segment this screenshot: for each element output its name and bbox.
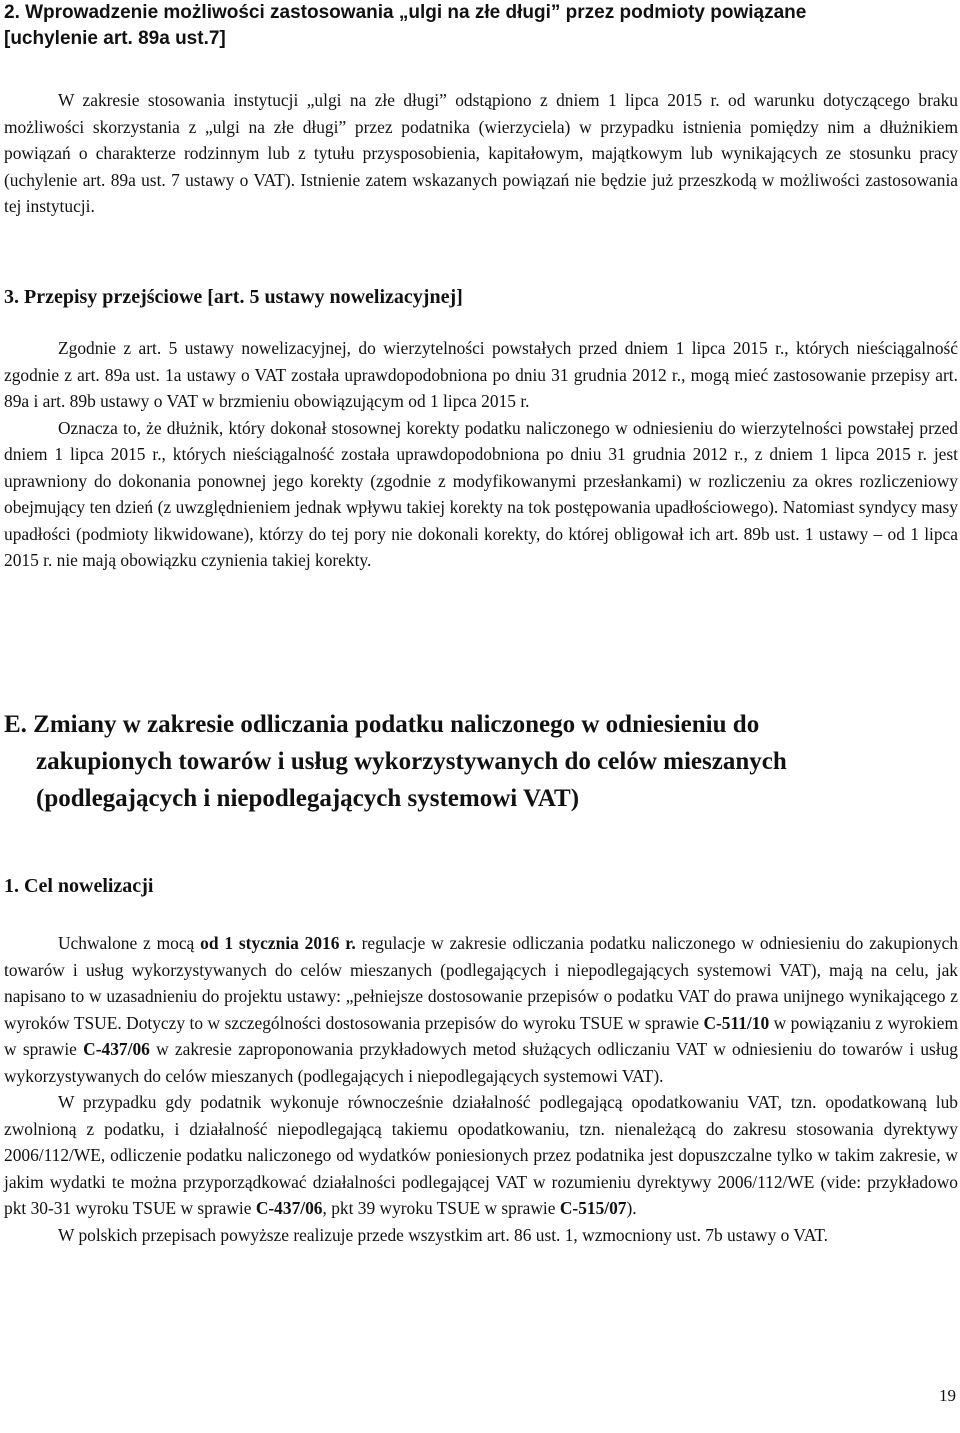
p1-case-c511: C-511/10 <box>703 1012 770 1033</box>
p2-text-2: , pkt 39 wyroku TSUE w sprawie <box>322 1198 560 1218</box>
p2-case-c437: C-437/06 <box>255 1198 323 1218</box>
section-3-heading: 3. Przepisy przejściowe [art. 5 ustawy nowelizacyjnej] <box>4 286 463 308</box>
p1-text-3: w powiązaniu z wyrokiem w sprawie <box>4 1012 958 1059</box>
p2-case-c515: C-515/07 <box>559 1198 627 1218</box>
p1-text-2: regulacje w zakresie odliczania podatku naliczonego w odniesieniu do zakupionych towarów i usług wykorzystywanych do celów mieszanych (podlegających i niepodlegających systemowi VAT), mają na celu, jak napisano to w uzasadnieniu do projektu ustawy: „pełniejsze dostosowanie przepisów o podatku VAT do prawa unijnego wynikającego z wyroków TSUE. Dotyczy to w szczególności dostosowania przepisów do wyroku TSUE w sprawie <box>4 933 958 1033</box>
p1-text-4: w zakresie zaproponowania przykładowych metod służących odliczaniu VAT w odniesieniu do towarów i usług wykorzystywanych do celów mieszanych (podlegających i niepodlegających systemowi VAT). <box>4 1039 958 1086</box>
p2-text-1: W przypadku gdy podatnik wykonuje równocześnie działalność podlegającą opodatkowaniu VAT, tzn. opodatkowaną lub zwolnioną z podatku, i działalność niepodlegającą takiemu opodatkowaniu, tzn. nienależącą do zakresu stosowania dyrektywy 2006/112/WE, odliczenie podatku naliczonego od wydatków poniesionych przez podatnika jest dopuszczalne tylko w takim zakresie, w jakim wydatki te można przyporządkować działalności podlegającej VAT w rozumieniu dyrektywy 2006/112/WE (vide: przykładowo pkt 30-31 wyroku TSUE w sprawie <box>4 1092 958 1218</box>
document-page <box>4 0 958 1433</box>
section-2 <box>4 0 958 52</box>
section-1 <box>4 873 958 899</box>
section-3-paragraph-1: Zgodnie z art. 5 ustawy nowelizacyjnej, do wierzytelności powstałych przed dniem 1 lipca 2015 r., których nieściągalność zgodnie z art. 89a ust. 1a ustawy o VAT została uprawdopodobniona po dniu 31 grudnia 2012 r., mogą mieć zastosowanie przepisy art. 89a i art. 89b ustawy o VAT w brzmieniu obowiązującym od 1 lipca 2015 r. <box>4 338 958 411</box>
section-1-paragraph-1 <box>4 930 958 1089</box>
section-3-body <box>4 335 958 574</box>
section-1-heading: 1. Cel nowelizacji <box>4 875 154 897</box>
p1-case-c437: C-437/06 <box>83 1039 150 1059</box>
section-e-heading-line1: E. Zmiany w zakresie odliczania podatku naliczonego w odniesieniu do <box>4 711 760 738</box>
section-3-paragraph-2: Oznacza to, że dłużnik, który dokonał stosownej korekty podatku naliczonego w odniesieniu do wierzytelności powstałej przed dniem 1 lipca 2015 r., których nieściągalność została uprawdopodobniona po dniu 31 grudnia 2012 r., z dniem 1 lipca 2015 r. jest uprawniony do dokonania ponownej jego korekty (zgodnie z modyfikowanymi przesłankami) w rozliczeniu za okres rozliczeniowy obejmujący ten dzień (z uwzględnieniem jednak wpływu takiej korekty na tok postępowania upadłościowego). Natomiast syndycy masy upadłości (podmioty likwidowane), którzy do tej pory nie dokonali korekty, do której obligował ich art. 89b ust. 1 ustawy – od 1 lipca 2015 r. nie mają obowiązku czynienia takiej korekty. <box>4 417 958 570</box>
section-1-paragraph-2 <box>4 1089 958 1222</box>
section-2-heading-line2: [uchylenie art. 89a ust.7] <box>4 28 226 49</box>
section-1-body <box>4 930 958 1248</box>
section-e-heading-line2: zakupionych towarów i usług wykorzystywanych do celów mieszanych <box>36 748 787 775</box>
section-1-paragraph-3: W polskich przepisach powyższe realizuje przede wszystkim art. 86 ust. 1, wzmocniony ust. 7b ustawy o VAT. <box>58 1224 829 1245</box>
page-number: 19 <box>939 1386 956 1405</box>
section-2-body <box>4 87 958 220</box>
section-2-paragraph: W zakresie stosowania instytucji „ulgi na złe długi” odstąpiono z dniem 1 lipca 2015 r. od warunku dotyczącego braku możliwości skorzystania z „ulgi na złe długi” przez podatnika (wierzyciela) w przypadku istnienia pomiędzy nim a dłużnikiem powiązań o charakterze rodzinnym lub z tytułu przysposobienia, kapitałowym, majątkowym lub wynikających ze stosunku pracy (uchylenie art. 89a ust. 7 ustawy o VAT). Istnienie zatem wskazanych powiązań nie będzie już przeszkodą w możliwości zastosowania tej instytucji. <box>4 90 958 216</box>
p2-text-3: ). <box>626 1198 637 1218</box>
p1-date-bold: od 1 stycznia 2016 r. <box>200 933 356 953</box>
p1-text-1: Uchwalone z mocą <box>58 933 201 953</box>
section-e-heading-line3: (podlegających i niepodlegających systemowi VAT) <box>36 785 580 812</box>
section-3 <box>4 284 958 310</box>
section-2-heading-line1: 2. Wprowadzenie możliwości zastosowania „ulgi na złe długi” przez podmioty powiązane <box>4 2 807 23</box>
section-e <box>4 706 958 817</box>
